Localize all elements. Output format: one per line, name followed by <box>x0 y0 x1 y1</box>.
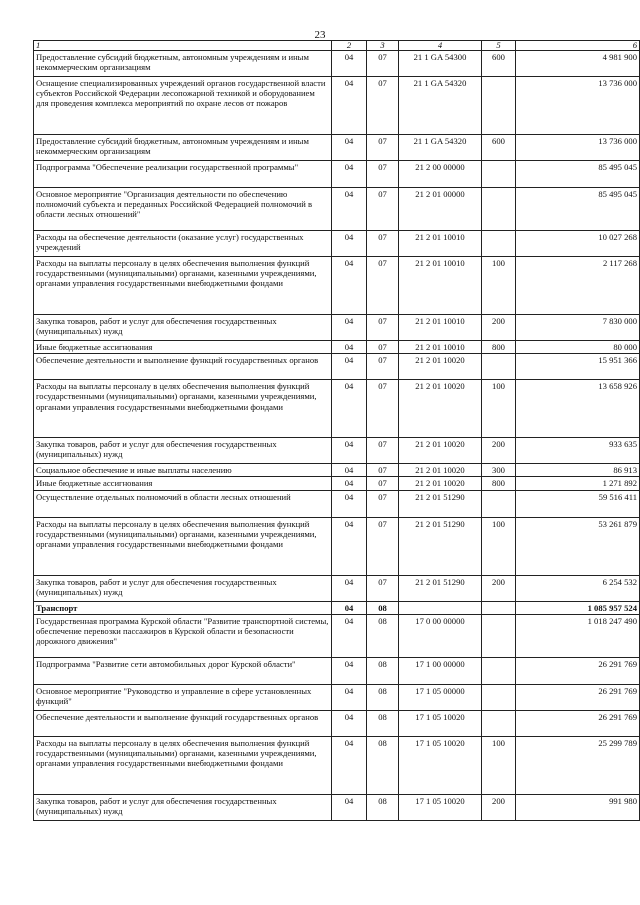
row-section: 04 <box>332 161 367 188</box>
row-amount: 53 261 879 <box>516 517 640 575</box>
table-row <box>34 51 640 77</box>
row-expense-type: 200 <box>482 315 516 341</box>
row-section: 04 <box>332 684 367 710</box>
row-target-article: 21 2 01 00000 <box>399 188 482 231</box>
row-section: 04 <box>332 601 367 614</box>
row-target-article: 21 2 01 51290 <box>399 575 482 601</box>
row-expense-type <box>482 657 516 684</box>
row-amount: 86 913 <box>516 464 640 477</box>
row-name: Расходы на обеспечение деятельности (оказание услуг) государственных учреждений <box>34 231 332 257</box>
row-section: 04 <box>332 188 367 231</box>
row-target-article: 21 2 01 10010 <box>399 315 482 341</box>
row-target-article: 17 1 05 10020 <box>399 794 482 820</box>
row-section: 04 <box>332 231 367 257</box>
row-target-article: 21 2 01 10010 <box>399 231 482 257</box>
row-subsection: 07 <box>367 77 399 135</box>
table-row <box>34 601 640 614</box>
row-amount: 80 000 <box>516 341 640 354</box>
row-name: Предоставление субсидий бюджетным, автономным учреждениям и иным некоммерческим организациям <box>34 135 332 161</box>
row-target-article: 21 1 GA 54300 <box>399 51 482 77</box>
row-amount: 59 516 411 <box>516 490 640 517</box>
row-subsection: 07 <box>367 517 399 575</box>
row-name: Государственная программа Курской области "Развитие транспортной системы, обеспечение перевозки пассажиров в Курской области и безопасности дорожного движения" <box>34 614 332 657</box>
row-expense-type <box>482 231 516 257</box>
row-name: Закупка товаров, работ и услуг для обеспечения государственных (муниципальных) нужд <box>34 794 332 820</box>
row-target-article: 21 2 01 10010 <box>399 257 482 315</box>
table-row <box>34 231 640 257</box>
row-amount: 25 299 789 <box>516 736 640 794</box>
row-subsection: 07 <box>367 188 399 231</box>
row-target-article: 21 2 00 00000 <box>399 161 482 188</box>
row-subsection: 07 <box>367 161 399 188</box>
row-name: Расходы на выплаты персоналу в целях обеспечения выполнения функций государственными (муниципальными) органами, казенными учреждениями, органами управления государственными внебюджетными фондами <box>34 517 332 575</box>
row-name: Транспорт <box>34 601 332 614</box>
row-expense-type <box>482 710 516 736</box>
table-row <box>34 257 640 315</box>
row-expense-type: 600 <box>482 51 516 77</box>
row-section: 04 <box>332 477 367 490</box>
row-name: Закупка товаров, работ и услуг для обеспечения государственных (муниципальных) нужд <box>34 315 332 341</box>
row-section: 04 <box>332 657 367 684</box>
row-subsection: 07 <box>367 354 399 380</box>
row-expense-type <box>482 354 516 380</box>
table-row <box>34 490 640 517</box>
row-amount: 1 018 247 490 <box>516 614 640 657</box>
header-col-6: 6 <box>516 41 640 51</box>
row-subsection: 07 <box>367 438 399 464</box>
header-col-3: 3 <box>367 41 399 51</box>
row-subsection: 07 <box>367 490 399 517</box>
row-subsection: 07 <box>367 575 399 601</box>
row-name: Осуществление отдельных полномочий в области лесных отношений <box>34 490 332 517</box>
row-subsection: 07 <box>367 464 399 477</box>
row-amount: 1 085 957 524 <box>516 601 640 614</box>
table-row <box>34 575 640 601</box>
row-expense-type: 200 <box>482 438 516 464</box>
table-row <box>34 341 640 354</box>
table-body <box>34 51 640 821</box>
row-target-article: 17 1 00 00000 <box>399 657 482 684</box>
row-name: Подпрограмма "Обеспечение реализации государственной программы" <box>34 161 332 188</box>
table-row <box>34 188 640 231</box>
row-expense-type: 100 <box>482 736 516 794</box>
row-section: 04 <box>332 464 367 477</box>
row-subsection: 07 <box>367 231 399 257</box>
row-name: Закупка товаров, работ и услуг для обеспечения государственных (муниципальных) нужд <box>34 575 332 601</box>
row-section: 04 <box>332 354 367 380</box>
row-amount: 991 980 <box>516 794 640 820</box>
row-expense-type: 100 <box>482 517 516 575</box>
row-target-article: 17 1 05 10020 <box>399 710 482 736</box>
row-amount: 1 271 892 <box>516 477 640 490</box>
row-target-article: 21 1 GA 54320 <box>399 135 482 161</box>
row-subsection: 07 <box>367 477 399 490</box>
table-row <box>34 684 640 710</box>
row-subsection: 07 <box>367 341 399 354</box>
row-amount: 26 291 769 <box>516 684 640 710</box>
table-row <box>34 614 640 657</box>
row-section: 04 <box>332 341 367 354</box>
row-target-article: 21 2 01 10020 <box>399 438 482 464</box>
row-amount: 26 291 769 <box>516 710 640 736</box>
table-row <box>34 710 640 736</box>
table-row <box>34 438 640 464</box>
row-expense-type <box>482 614 516 657</box>
row-expense-type: 200 <box>482 575 516 601</box>
row-amount: 6 254 532 <box>516 575 640 601</box>
table-row <box>34 135 640 161</box>
row-expense-type <box>482 684 516 710</box>
row-subsection: 08 <box>367 657 399 684</box>
row-name: Оснащение специализированных учреждений органов государственной власти субъектов Российской Федерации лесопожарной техникой и оборудованием для проведения комплекса мероприятий по охране лесов от пожаров <box>34 77 332 135</box>
header-col-5: 5 <box>482 41 516 51</box>
row-name: Иные бюджетные ассигнования <box>34 341 332 354</box>
row-section: 04 <box>332 257 367 315</box>
row-amount: 26 291 769 <box>516 657 640 684</box>
row-expense-type: 100 <box>482 380 516 438</box>
row-target-article: 21 2 01 51290 <box>399 517 482 575</box>
row-section: 04 <box>332 517 367 575</box>
header-row <box>34 41 640 51</box>
row-subsection: 08 <box>367 684 399 710</box>
row-amount: 4 981 900 <box>516 51 640 77</box>
row-section: 04 <box>332 736 367 794</box>
row-subsection: 07 <box>367 257 399 315</box>
row-expense-type <box>482 490 516 517</box>
row-amount: 15 951 366 <box>516 354 640 380</box>
row-target-article: 21 2 01 10020 <box>399 477 482 490</box>
row-name: Расходы на выплаты персоналу в целях обеспечения выполнения функций государственными (муниципальными) органами, казенными учреждениями, органами управления государственными внебюджетными фондами <box>34 257 332 315</box>
row-amount: 933 635 <box>516 438 640 464</box>
row-amount: 10 027 268 <box>516 231 640 257</box>
table-row <box>34 736 640 794</box>
row-section: 04 <box>332 77 367 135</box>
row-target-article: 21 2 01 10020 <box>399 464 482 477</box>
row-expense-type: 300 <box>482 464 516 477</box>
row-name: Социальное обеспечение и иные выплаты населению <box>34 464 332 477</box>
row-section: 04 <box>332 438 367 464</box>
row-expense-type <box>482 601 516 614</box>
row-name: Подпрограмма "Развитие сети автомобильных дорог Курской области" <box>34 657 332 684</box>
row-expense-type: 200 <box>482 794 516 820</box>
header-col-1: 1 <box>34 41 332 51</box>
row-name: Предоставление субсидий бюджетным, автономным учреждениям и иным некоммерческим организациям <box>34 51 332 77</box>
row-amount: 7 830 000 <box>516 315 640 341</box>
row-expense-type: 800 <box>482 477 516 490</box>
row-subsection: 08 <box>367 614 399 657</box>
row-name: Обеспечение деятельности и выполнение функций государственных органов <box>34 710 332 736</box>
row-subsection: 08 <box>367 601 399 614</box>
row-name: Основное мероприятие "Руководство и управление в сфере установленных функций" <box>34 684 332 710</box>
row-name: Обеспечение деятельности и выполнение функций государственных органов <box>34 354 332 380</box>
row-section: 04 <box>332 614 367 657</box>
row-section: 04 <box>332 490 367 517</box>
row-target-article: 21 2 01 10020 <box>399 354 482 380</box>
row-target-article: 17 1 05 00000 <box>399 684 482 710</box>
row-amount: 2 117 268 <box>516 257 640 315</box>
row-expense-type: 600 <box>482 135 516 161</box>
table-row <box>34 477 640 490</box>
table-row <box>34 315 640 341</box>
table-row <box>34 464 640 477</box>
row-target-article: 21 2 01 10020 <box>399 380 482 438</box>
row-amount: 13 658 926 <box>516 380 640 438</box>
row-section: 04 <box>332 135 367 161</box>
row-subsection: 08 <box>367 710 399 736</box>
row-target-article: 17 1 05 10020 <box>399 736 482 794</box>
row-amount: 13 736 000 <box>516 135 640 161</box>
header-col-4: 4 <box>399 41 482 51</box>
row-name: Расходы на выплаты персоналу в целях обеспечения выполнения функций государственными (муниципальными) органами, казенными учреждениями, органами управления государственными внебюджетными фондами <box>34 380 332 438</box>
row-subsection: 07 <box>367 135 399 161</box>
row-subsection: 07 <box>367 380 399 438</box>
row-section: 04 <box>332 315 367 341</box>
row-target-article: 21 2 01 51290 <box>399 490 482 517</box>
row-expense-type: 800 <box>482 341 516 354</box>
table-row <box>34 354 640 380</box>
header-col-2: 2 <box>332 41 367 51</box>
budget-table <box>33 40 640 821</box>
table-row <box>34 517 640 575</box>
row-subsection: 07 <box>367 315 399 341</box>
row-expense-type <box>482 161 516 188</box>
row-expense-type <box>482 77 516 135</box>
table-row <box>34 794 640 820</box>
table-row <box>34 380 640 438</box>
table-row <box>34 77 640 135</box>
row-name: Расходы на выплаты персоналу в целях обеспечения выполнения функций государственными (муниципальными) органами, казенными учреждениями, органами управления государственными внебюджетными фондами <box>34 736 332 794</box>
page-number: 23 <box>314 29 326 41</box>
row-expense-type: 100 <box>482 257 516 315</box>
row-name: Закупка товаров, работ и услуг для обеспечения государственных (муниципальных) нужд <box>34 438 332 464</box>
row-amount: 85 495 045 <box>516 161 640 188</box>
row-target-article <box>399 601 482 614</box>
table-header <box>34 41 640 51</box>
row-section: 04 <box>332 380 367 438</box>
row-name: Иные бюджетные ассигнования <box>34 477 332 490</box>
row-target-article: 17 0 00 00000 <box>399 614 482 657</box>
row-section: 04 <box>332 710 367 736</box>
row-target-article: 21 2 01 10010 <box>399 341 482 354</box>
row-amount: 85 495 045 <box>516 188 640 231</box>
row-amount: 13 736 000 <box>516 77 640 135</box>
row-subsection: 08 <box>367 794 399 820</box>
row-name: Основное мероприятие "Организация деятельности по обеспечению полномочий субъекта и переданных Российской Федерацией полномочий в области лесных отношений" <box>34 188 332 231</box>
row-target-article: 21 1 GA 54320 <box>399 77 482 135</box>
row-subsection: 08 <box>367 736 399 794</box>
row-subsection: 07 <box>367 51 399 77</box>
table-row <box>34 657 640 684</box>
row-expense-type <box>482 188 516 231</box>
row-section: 04 <box>332 51 367 77</box>
row-section: 04 <box>332 575 367 601</box>
table-row <box>34 161 640 188</box>
row-section: 04 <box>332 794 367 820</box>
